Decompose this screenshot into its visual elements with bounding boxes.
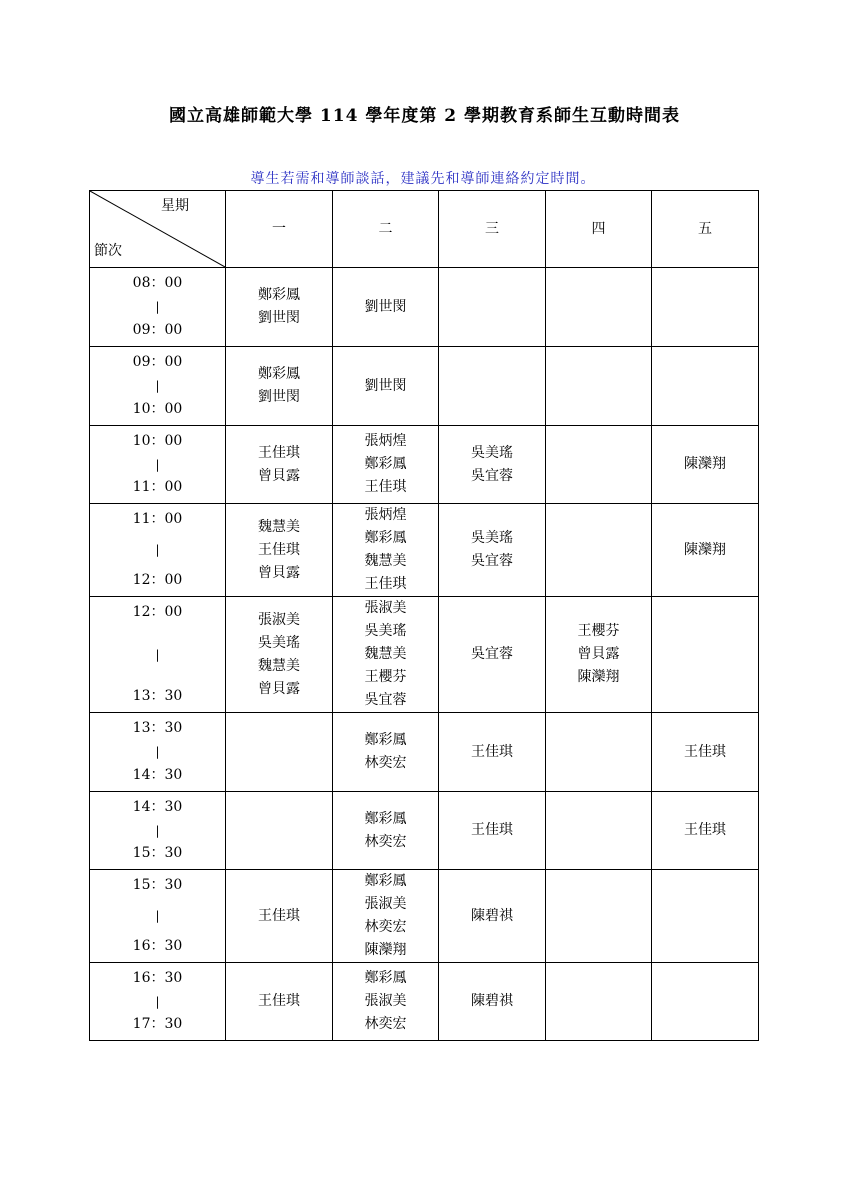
schedule-cell [439, 870, 546, 963]
schedule-cell [226, 504, 333, 597]
table-row [90, 504, 759, 597]
teacher-name: 鄭彩鳳 [258, 287, 300, 303]
time-separator: | [155, 823, 160, 837]
schedule-cell [546, 347, 652, 426]
schedule-cell [652, 870, 759, 963]
teacher-name: 王佳琪 [364, 479, 407, 495]
teacher-name: 王佳琪 [258, 907, 300, 924]
teacher-name: 林奕宏 [364, 755, 407, 771]
table-row [90, 597, 759, 713]
teacher-name: 王佳琪 [471, 822, 513, 838]
time-end: 16：30 [132, 938, 183, 954]
schedule-cell [439, 347, 546, 426]
schedule-cell [439, 268, 546, 347]
time-cell [90, 713, 226, 792]
time-cell [90, 870, 226, 963]
day-header-mon: 一 [226, 191, 333, 268]
teacher-name: 鄭彩鳳 [364, 873, 407, 889]
teacher-name: 吳宜蓉 [471, 467, 513, 484]
time-start: 11：00 [132, 511, 183, 527]
table-row [90, 713, 759, 792]
schedule-cell [652, 268, 759, 347]
time-start: 09：00 [132, 354, 183, 370]
schedule-cell [333, 963, 439, 1041]
schedule-cell [546, 268, 652, 347]
teacher-name: 張淑美 [364, 600, 407, 616]
schedule-cell [226, 268, 333, 347]
teacher-name: 王櫻芬 [577, 623, 620, 639]
teacher-name: 陳灤翔 [684, 456, 726, 472]
schedule-table [89, 190, 759, 1041]
schedule-cell [652, 504, 759, 597]
teacher-name: 王佳琪 [364, 576, 407, 592]
teacher-name: 吳宜蓉 [471, 646, 513, 662]
table-row [90, 963, 759, 1041]
time-end: 15：30 [132, 845, 183, 861]
time-start: 15：30 [132, 877, 183, 893]
time-cell [90, 963, 226, 1041]
schedule-cell [333, 504, 439, 597]
schedule-cell [652, 792, 759, 870]
teacher-name: 吳美瑤 [364, 623, 407, 639]
time-end: 17：30 [132, 1016, 183, 1032]
time-end: 12：00 [132, 572, 183, 588]
teacher-name: 王佳琪 [258, 541, 300, 558]
time-cell [90, 792, 226, 870]
schedule-cell [226, 963, 333, 1041]
time-separator: | [155, 542, 160, 557]
schedule-cell [439, 713, 546, 792]
teacher-name: 林奕宏 [364, 1016, 407, 1032]
teacher-name: 鄭彩鳳 [364, 810, 407, 827]
header-row [90, 191, 759, 268]
teacher-name: 鄭彩鳳 [364, 732, 407, 748]
time-cell [90, 347, 226, 426]
time-start: 12：00 [132, 604, 183, 620]
day-header-thu: 四 [546, 191, 652, 268]
table-row [90, 347, 759, 426]
table-row [90, 870, 759, 963]
schedule-cell [439, 597, 546, 713]
teacher-name: 劉世閔 [364, 377, 407, 394]
teacher-name: 吳美瑤 [258, 634, 300, 651]
table-row [90, 268, 759, 347]
time-start: 10：00 [132, 433, 183, 449]
time-separator: | [155, 744, 160, 759]
time-end: 10：00 [132, 401, 183, 417]
teacher-name: 吳宜蓉 [364, 692, 407, 708]
schedule-cell [226, 426, 333, 504]
schedule-cell [333, 268, 439, 347]
schedule-cell [439, 792, 546, 870]
teacher-name: 張炳煌 [364, 507, 407, 523]
teacher-name: 王佳琪 [471, 743, 513, 760]
schedule-cell [226, 870, 333, 963]
time-start: 08：00 [132, 275, 183, 291]
schedule-cell [439, 963, 546, 1041]
teacher-name: 魏慧美 [364, 553, 407, 569]
teacher-name: 曾貝露 [577, 646, 620, 662]
schedule-cell [546, 870, 652, 963]
teacher-name: 魏慧美 [258, 518, 300, 535]
teacher-name: 王櫻芬 [364, 669, 407, 685]
time-cell [90, 426, 226, 504]
time-separator: | [155, 299, 160, 314]
teacher-name: 張炳煌 [364, 433, 407, 449]
teacher-name: 魏慧美 [258, 657, 300, 674]
weekday-label: 星期 [161, 198, 189, 214]
teacher-name: 王佳琪 [258, 444, 300, 461]
time-start: 14：30 [132, 799, 183, 815]
teacher-name: 鄭彩鳳 [364, 456, 407, 472]
teacher-name: 鄭彩鳳 [364, 530, 407, 546]
time-cell [90, 597, 226, 713]
schedule-cell [439, 504, 546, 597]
teacher-name: 劉世閔 [364, 298, 407, 315]
teacher-name: 張淑美 [364, 896, 407, 912]
teacher-name: 陳灤翔 [577, 669, 620, 685]
time-separator: | [155, 378, 160, 393]
schedule-cell [546, 963, 652, 1041]
schedule-cell [226, 597, 333, 713]
teacher-name: 張淑美 [364, 993, 407, 1009]
schedule-cell [546, 792, 652, 870]
day-header-fri: 五 [652, 191, 759, 268]
table-row [90, 426, 759, 504]
teacher-name: 王佳琪 [684, 743, 726, 760]
time-end: 13：30 [132, 688, 183, 704]
teacher-name: 魏慧美 [364, 646, 407, 662]
teacher-name: 陳灤翔 [364, 942, 407, 958]
schedule-cell [333, 713, 439, 792]
teacher-name: 王佳琪 [684, 822, 726, 838]
schedule-cell [333, 870, 439, 963]
schedule-cell [652, 347, 759, 426]
schedule-cell [439, 426, 546, 504]
schedule-cell [546, 426, 652, 504]
teacher-name: 林奕宏 [364, 833, 407, 850]
schedule-cell [333, 597, 439, 713]
schedule-cell [546, 713, 652, 792]
teacher-name: 鄭彩鳳 [364, 970, 407, 986]
schedule-cell [226, 713, 333, 792]
corner-header [90, 191, 226, 268]
teacher-name: 劉世閔 [258, 389, 300, 405]
period-label: 節次 [94, 243, 122, 259]
teacher-name: 曾貝露 [258, 467, 300, 484]
time-end: 09：00 [132, 322, 183, 338]
teacher-name: 鄭彩鳳 [258, 366, 300, 382]
schedule-cell [546, 504, 652, 597]
teacher-name: 劉世閔 [258, 310, 300, 326]
schedule-cell [226, 347, 333, 426]
schedule-cell [333, 347, 439, 426]
teacher-name: 陳碧祺 [471, 993, 513, 1009]
schedule-cell [652, 597, 759, 713]
teacher-name: 吳美瑤 [471, 530, 513, 546]
teacher-name: 吳宜蓉 [471, 553, 513, 569]
teacher-name: 曾貝露 [258, 680, 300, 697]
teacher-name: 王佳琪 [258, 993, 300, 1009]
schedule-cell [333, 426, 439, 504]
time-cell [90, 504, 226, 597]
time-separator: | [155, 457, 160, 471]
time-end: 11：00 [132, 479, 183, 495]
schedule-cell [226, 792, 333, 870]
teacher-name: 吳美瑤 [471, 444, 513, 461]
schedule-cell [546, 597, 652, 713]
page-title: 國立高雄師範大學 114 學年度第 2 學期教育系師生互動時間表 [169, 106, 680, 126]
time-separator: | [155, 908, 160, 923]
teacher-name: 林奕宏 [364, 919, 407, 935]
time-separator: | [155, 647, 160, 661]
time-start: 16：30 [132, 970, 183, 986]
schedule-cell [652, 713, 759, 792]
teacher-name: 張淑美 [258, 611, 300, 628]
teacher-name: 陳灤翔 [684, 541, 726, 558]
time-separator: | [155, 994, 160, 1008]
schedule-cell [652, 426, 759, 504]
time-cell [90, 268, 226, 347]
time-end: 14：30 [132, 767, 183, 783]
teacher-name: 陳碧祺 [471, 907, 513, 924]
contact-note: 導生若需和導師談話，建議先和導師連絡約定時間。 [250, 171, 596, 187]
table-row [90, 792, 759, 870]
teacher-name: 曾貝露 [258, 564, 300, 581]
schedule-cell [333, 792, 439, 870]
day-header-wed: 三 [439, 191, 546, 268]
day-header-tue: 二 [333, 191, 439, 268]
schedule-cell [652, 963, 759, 1041]
time-start: 13：30 [132, 720, 183, 736]
